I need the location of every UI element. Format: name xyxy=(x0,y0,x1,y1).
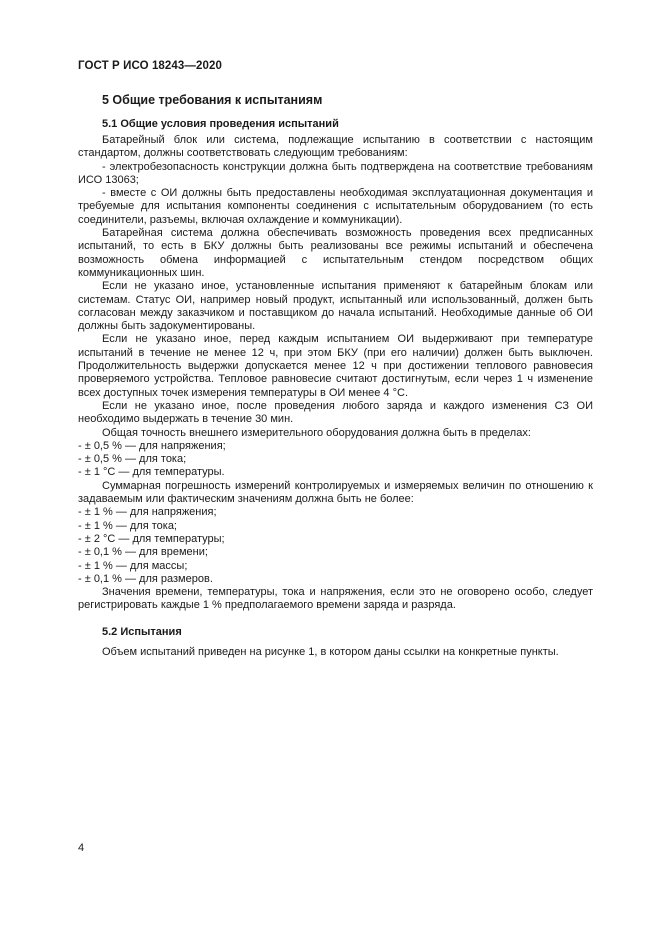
list-item: - ± 1 % — для тока; xyxy=(78,519,177,532)
list-item: - ± 0,5 % — для тока; xyxy=(78,453,187,466)
document-header: ГОСТ Р ИСО 18243—2020 xyxy=(78,60,223,72)
list-item: - ± 1 % — для напряжения; xyxy=(78,506,217,519)
page-content xyxy=(78,92,593,659)
paragraph: - электробезопасность конструкции должна быть подтверждена на соответствие требованиям ИСО 13063; xyxy=(78,160,593,186)
paragraph: Батарейная система должна обеспечивать возможность проведения всех предписанных испытаний, то есть в БКУ должны быть реализованы все режимы испытаний и обеспечена возможность обмена информацией с испытательным стендом посредством общих коммуникационных шин. xyxy=(78,227,593,279)
paragraph: Батарейный блок или система, подлежащие испытанию в соответствии с настоящим стандартом, должны соответствовать следующим требованиям: xyxy=(78,134,593,160)
section-title: 5 Общие требования к испытаниям xyxy=(102,93,323,107)
subsection-title-5-2: 5.2 Испытания xyxy=(102,625,182,638)
list-item: - ± 2 °С — для температуры; xyxy=(78,532,225,545)
page-number: 4 xyxy=(78,842,85,854)
paragraph: Общая точность внешнего измерительного оборудования должна быть в пределах: xyxy=(102,426,531,439)
subsection-title-5-1: 5.1 Общие условия проведения испытаний xyxy=(102,118,339,130)
list-item: - ± 1 °С — для температуры. xyxy=(78,466,225,479)
list-item: - ± 0,5 % — для напряжения; xyxy=(78,439,226,452)
paragraph: Суммарная погрешность измерений контролируемых и измеряемых величин по отношению к задаваемым или фактическим значениям должна быть не более: xyxy=(78,479,593,506)
paragraph: Если не указано иное, перед каждым испытанием ОИ выдерживают при температуре испытаний в течение не менее 12 ч, при этом БКУ (при его наличии) должен быть выключен. Продолжительность выдержки допускается менее 12 ч при достижении теплового равновесия проверяемого устройства. Тепловое равновесие считают достигнутым, если через 1 ч изменение всех доступных точек измерения температуры в ОИ менее 4 °С. xyxy=(78,333,593,399)
list-item: - ± 0,1 % — для времени; xyxy=(78,546,208,559)
paragraph: Если не указано иное, установленные испытания применяют к батарейным блокам или системам. Статус ОИ, например новый продукт, испытанный или использованный, должен быть согласован между заказчиком и поставщиком до начала испытаний. Необходимые данные об ОИ должны быть задокументированы. xyxy=(78,280,593,333)
list-item: - ± 0,1 % — для размеров. xyxy=(78,572,213,585)
list-item: - ± 1 % — для массы; xyxy=(78,559,188,572)
paragraph: Объем испытаний приведен на рисунке 1, в котором даны ссылки на конкретные пункты. xyxy=(102,645,559,658)
paragraph: Если не указано иное, после проведения любого заряда и каждого изменения СЗ ОИ необходимо выдержать в течение 30 мин. xyxy=(78,399,593,426)
paragraph: Значения времени, температуры, тока и напряжения, если это не оговорено особо, следует регистрировать каждые 1 % предполагаемого времени заряда и разряда. xyxy=(78,586,593,612)
paragraph: - вместе с ОИ должны быть предоставлены необходимая эксплуатационная документация и требуемые для испытания компоненты соединения с испытательным оборудованием (то есть соединители, разъемы, включая охлаждение и коммуникации). xyxy=(78,187,593,226)
